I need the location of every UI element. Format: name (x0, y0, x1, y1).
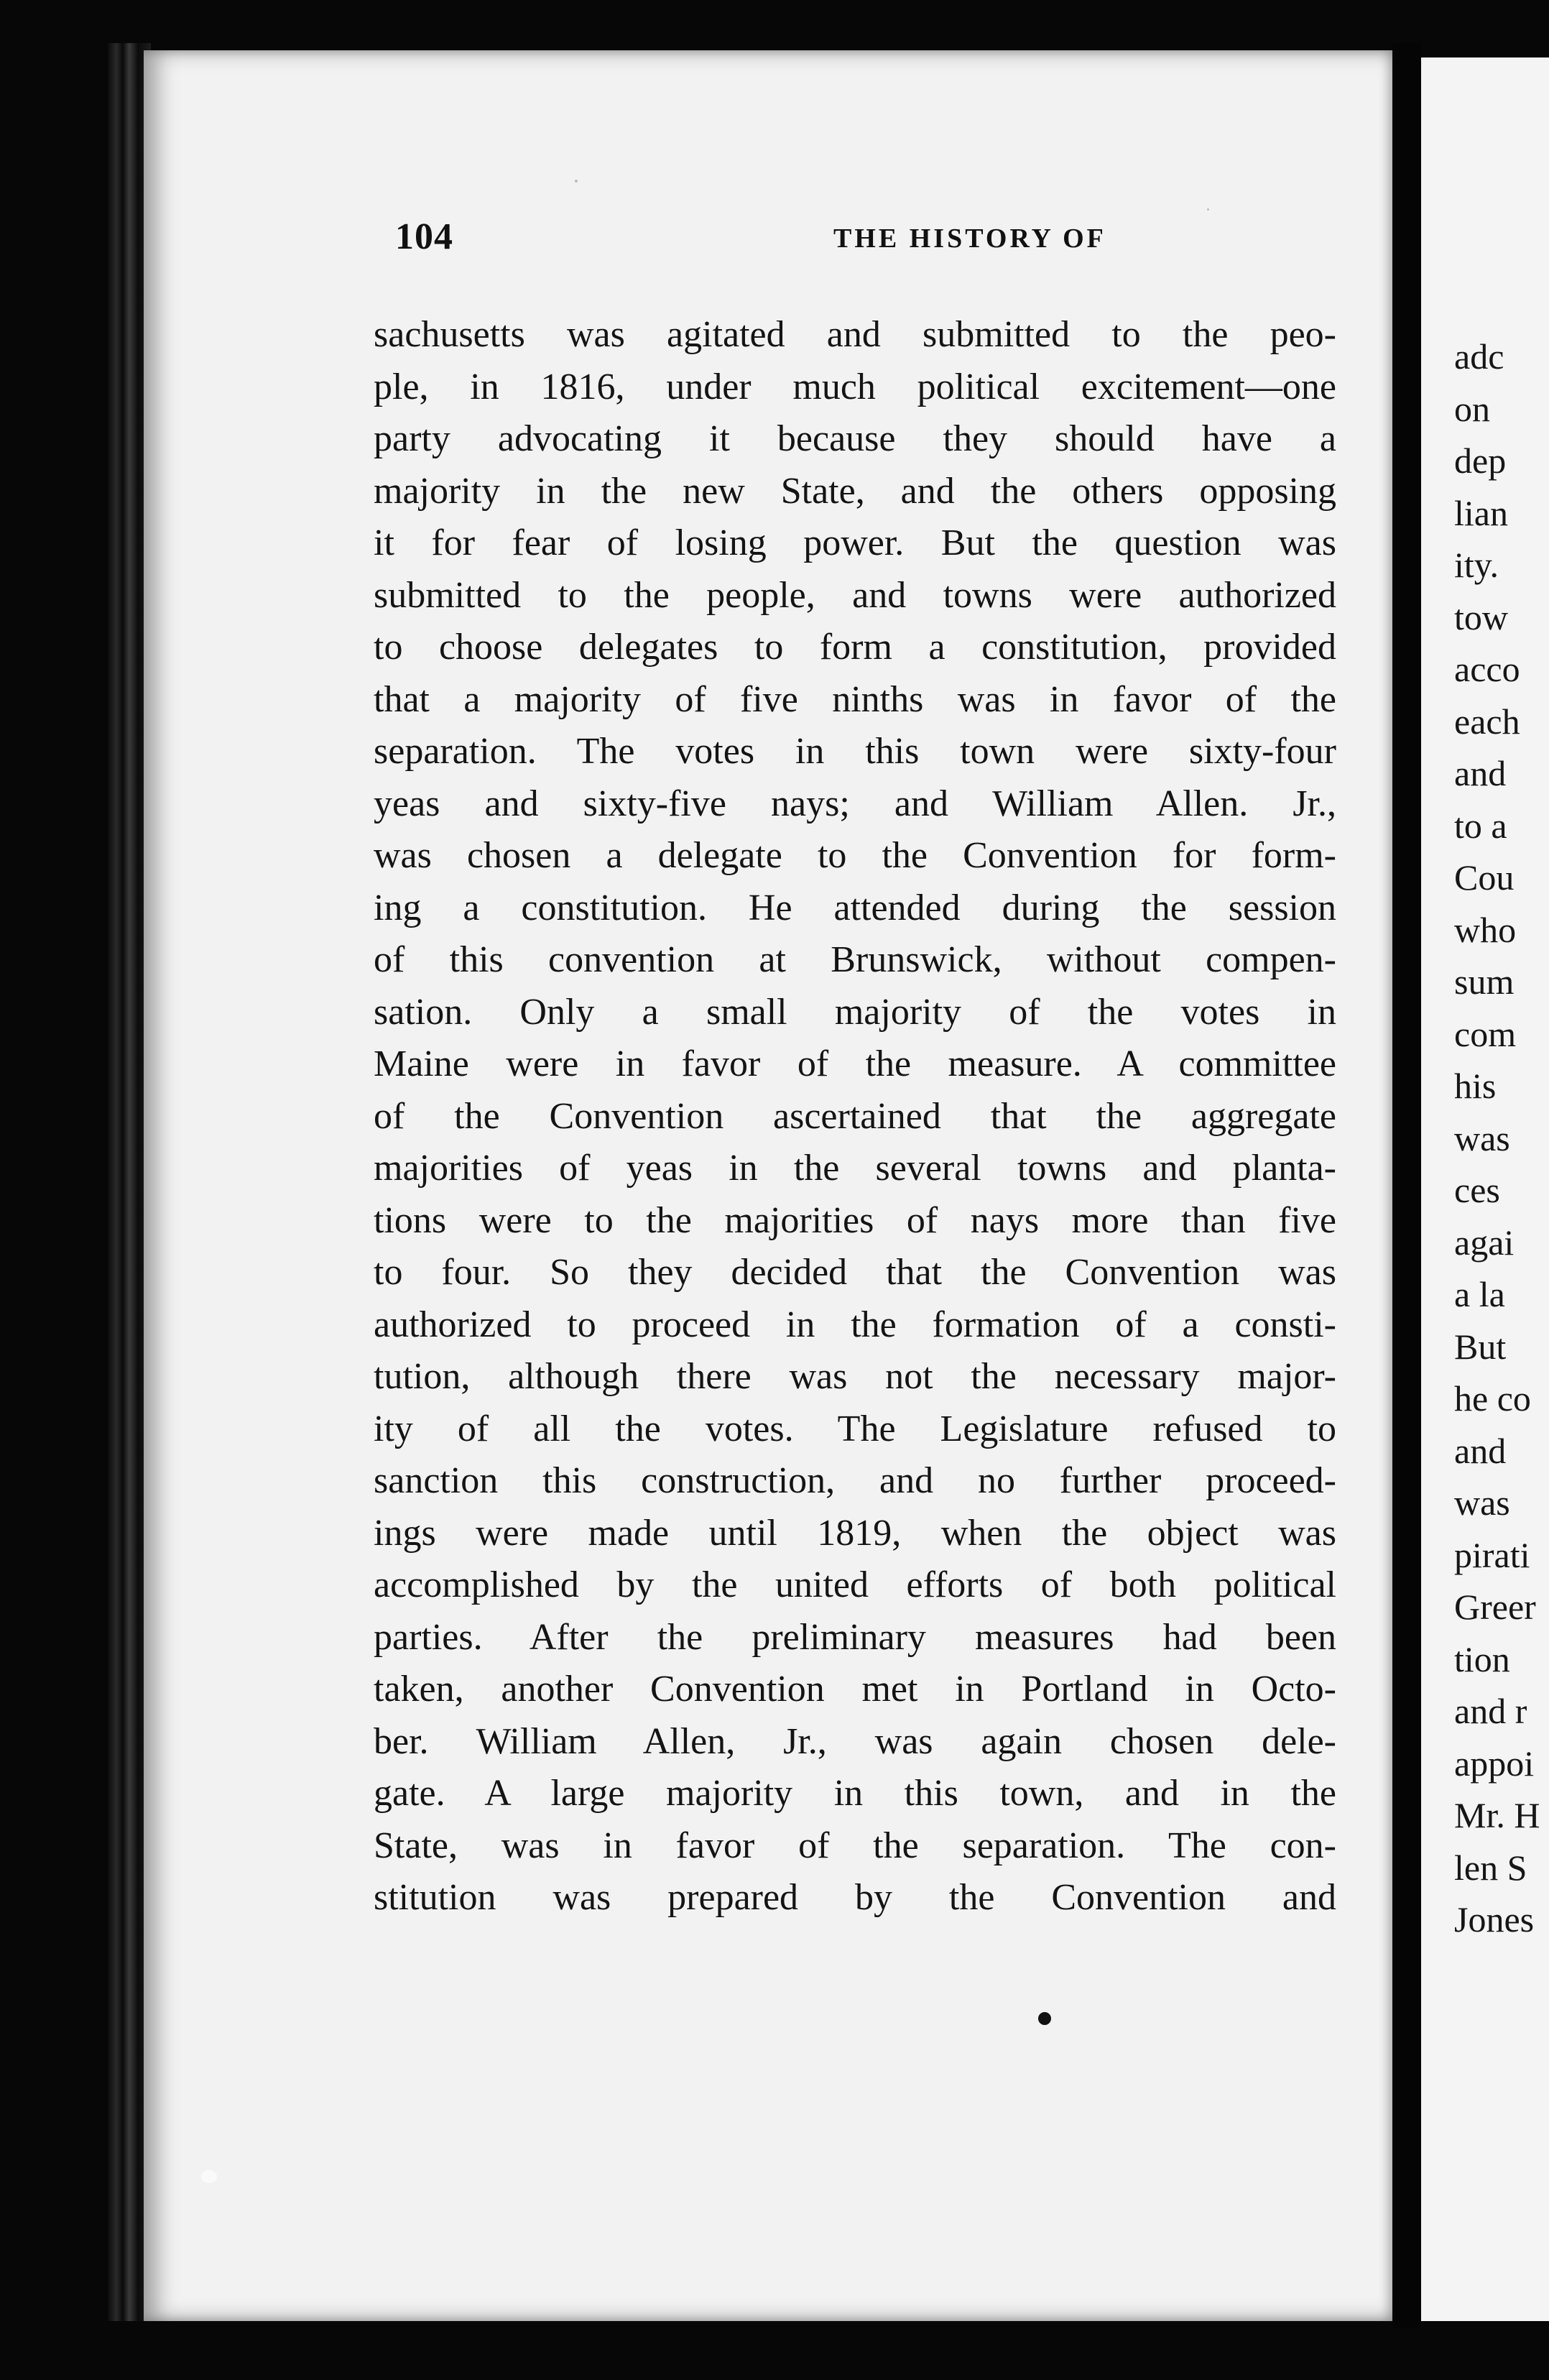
text-line: majorities of yeas in the several towns and planta- (374, 1148, 1336, 1189)
text-fragment: a la (1454, 1274, 1505, 1314)
text-fragment: pirati (1454, 1534, 1530, 1575)
text-fragment: Mr. H (1454, 1795, 1540, 1835)
text-line: party advocating it because they should have a (374, 418, 1336, 459)
text-line: yeas and sixty-five nays; and William Allen. Jr., (374, 783, 1336, 824)
text-line: sation. Only a small majority of the votes in (374, 991, 1336, 1033)
page-header (251, 216, 1329, 273)
text-fragment: Jones (1454, 1899, 1535, 1939)
paper-speck (575, 180, 578, 183)
text-line: tions were to the majorities of nays more than five (374, 1199, 1336, 1241)
text-line: taken, another Convention met in Portland in Octo- (374, 1669, 1336, 1710)
text-fragment: ity. (1454, 545, 1499, 585)
text-fragment: dep (1454, 441, 1507, 481)
text-line: gate. A large majority in this town, and in the (374, 1773, 1336, 1814)
text-line: Maine were in favor of the measure. A committee (374, 1043, 1336, 1084)
running-head: THE HISTORY OF (833, 223, 1106, 254)
paper-speck (1207, 208, 1209, 211)
text-line: ber. William Allen, Jr., was again chosen dele- (374, 1720, 1336, 1762)
text-fragment: who (1454, 909, 1517, 950)
text-fragment: agai (1454, 1222, 1515, 1263)
right-page-text (1454, 331, 1540, 1946)
text-line: was chosen a delegate to the Convention for form- (374, 835, 1336, 876)
page-number: 104 (395, 216, 453, 257)
text-line: tution, although there was not the necessary major- (374, 1356, 1336, 1397)
text-fragment: tion (1454, 1638, 1510, 1679)
text-fragment: his (1454, 1066, 1497, 1106)
text-line: to choose delegates to form a constitution, provided (374, 627, 1336, 668)
text-fragment: on (1454, 388, 1490, 429)
text-line: parties. After the preliminary measures had been (374, 1616, 1336, 1658)
text-line: accomplished by the united efforts of both political (374, 1564, 1336, 1605)
text-line: ity of all the votes. The Legislature refused to (374, 1408, 1336, 1449)
text-line: submitted to the people, and towns were authorized (374, 574, 1336, 616)
text-line: majority in the new State, and the others opposing (374, 470, 1336, 512)
text-fragment: sum (1454, 961, 1515, 1002)
text-fragment: to a (1454, 805, 1507, 846)
text-line: that a majority of five ninths was in favor of the (374, 678, 1336, 720)
text-line: separation. The votes in this town were sixty-four (374, 731, 1336, 772)
body-text (374, 309, 1336, 1924)
right-page (1421, 57, 1549, 2321)
text-line: ple, in 1816, under much political excitement—one (374, 366, 1336, 407)
page-gutter (1392, 43, 1421, 2328)
text-fragment: Greer (1454, 1587, 1536, 1627)
text-fragment: com (1454, 1013, 1517, 1054)
text-line: it for fear of losing power. But the question was (374, 522, 1336, 563)
text-line: to four. So they decided that the Convention was (374, 1252, 1336, 1293)
text-fragment: was (1454, 1117, 1510, 1158)
text-fragment: len S (1454, 1847, 1527, 1888)
text-fragment: he co (1454, 1378, 1531, 1419)
text-fragment: each (1454, 701, 1520, 742)
text-fragment: tow (1454, 596, 1508, 637)
text-fragment: Cou (1454, 857, 1515, 898)
text-line: sachusetts was agitated and submitted to the peo- (374, 314, 1336, 355)
paper-speck (201, 2170, 217, 2183)
text-fragment: acco (1454, 649, 1520, 689)
text-line: of the Convention ascertained that the aggregate (374, 1095, 1336, 1137)
text-fragment: and (1454, 753, 1507, 793)
text-fragment: was (1454, 1482, 1510, 1523)
text-fragment: But (1454, 1326, 1507, 1367)
text-line: ing a constitution. He attended during the session (374, 887, 1336, 928)
text-fragment: adc (1454, 336, 1504, 377)
text-line: State, was in favor of the separation. The con- (374, 1825, 1336, 1866)
text-line: sanction this construction, and no further proceed- (374, 1460, 1336, 1501)
ink-dot (1038, 2012, 1051, 2025)
text-line: of this convention at Brunswick, without compen- (374, 939, 1336, 980)
text-fragment: and r (1454, 1691, 1527, 1731)
text-line: authorized to proceed in the formation of a consti- (374, 1304, 1336, 1345)
text-line: stitution was prepared by the Convention and (374, 1877, 1336, 1918)
text-fragment: ces (1454, 1170, 1500, 1210)
text-fragment: lian (1454, 492, 1508, 533)
text-line: ings were made until 1819, when the object was (374, 1512, 1336, 1554)
text-fragment: and (1454, 1430, 1507, 1471)
text-fragment: appoi (1454, 1743, 1535, 1784)
